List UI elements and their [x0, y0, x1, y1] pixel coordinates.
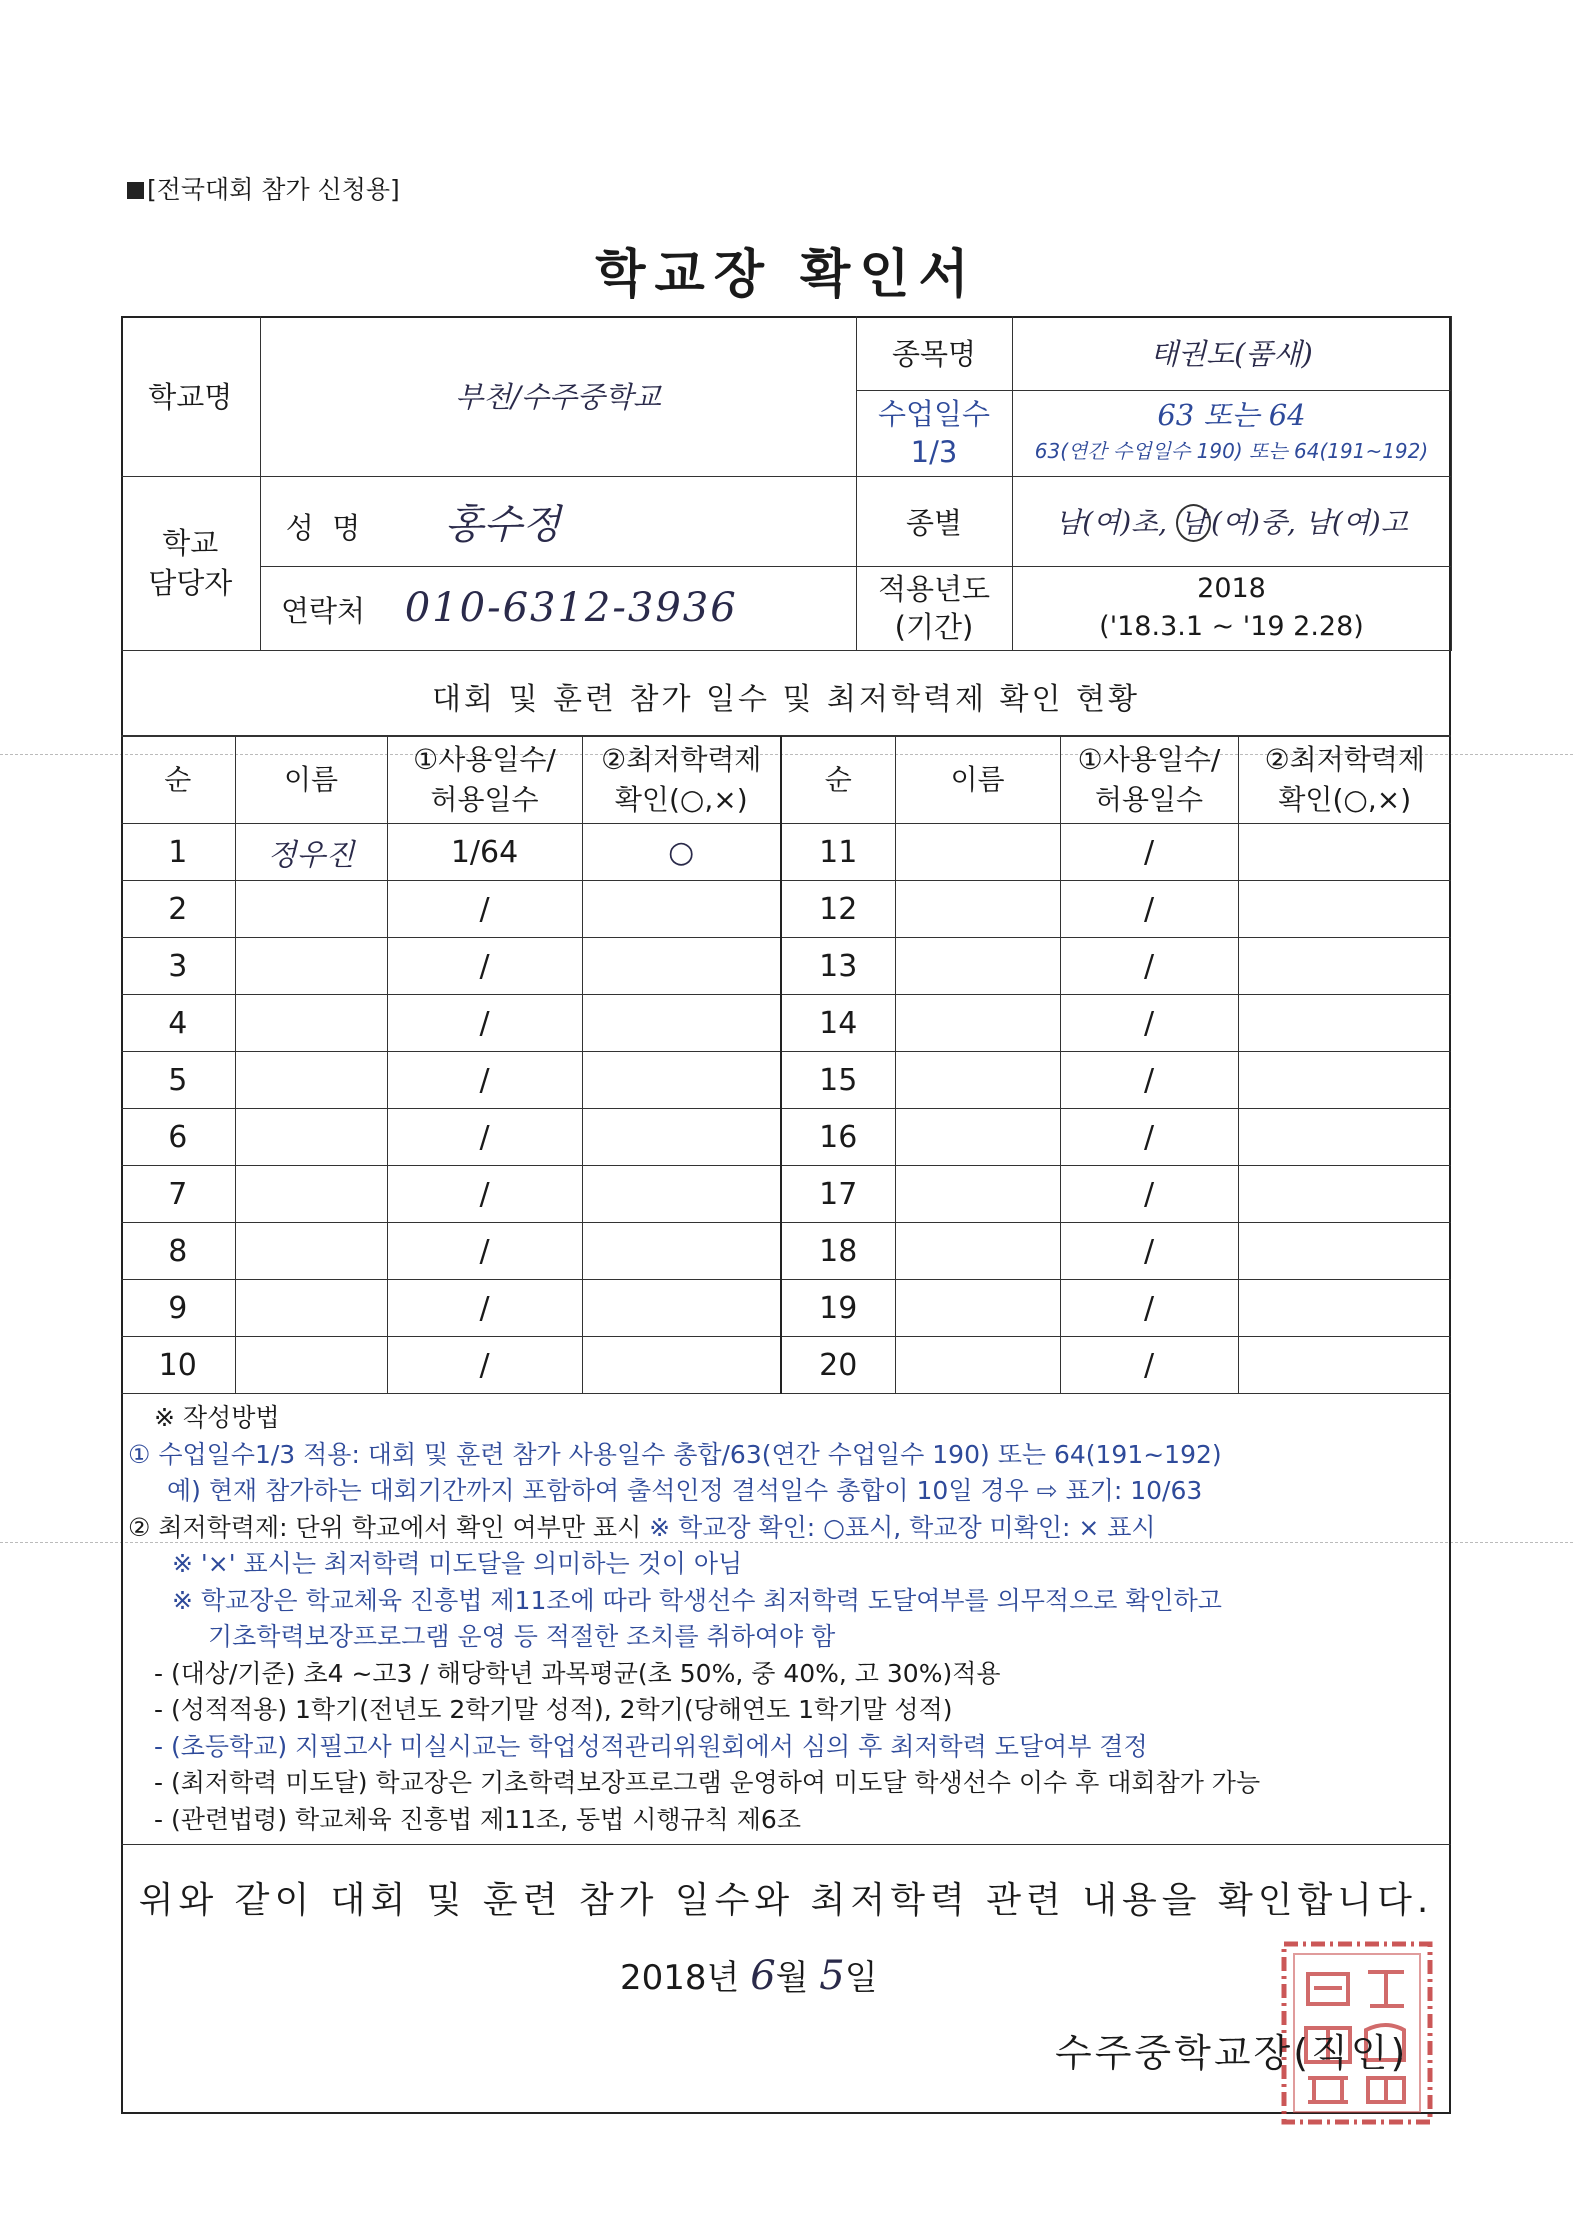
table-row: [121, 1109, 1451, 1166]
col-header-check: [582, 737, 781, 824]
sport-value: 태권도(품새): [1012, 316, 1451, 390]
school-label: 학교명: [121, 316, 260, 476]
table-row: [121, 1337, 1451, 1394]
class-days-value-main: 63 또는 64: [1157, 398, 1306, 432]
col-header-days-line2: 허용일수: [1094, 783, 1204, 816]
date-day: 5: [819, 1953, 845, 1999]
note-line: ※ 학교장은 학교체육 진흥법 제11조에 따라 학생선수 최저학력 도달여부를 의무적으로 확인하고: [172, 1585, 1222, 1615]
square-bullet-icon: [127, 182, 144, 199]
row-number: 15: [781, 1052, 895, 1109]
gender-value: [1012, 476, 1451, 566]
col-header-days: [387, 737, 582, 824]
row-number: 20: [781, 1337, 895, 1394]
row-days: /: [1060, 1109, 1238, 1166]
row-name: [235, 1337, 387, 1394]
date-day-unit: 일: [844, 1958, 878, 1998]
instructions: [128, 1400, 1448, 1838]
row-check: [582, 938, 781, 995]
note-line: 기초학력보장프로그램 운영 등 적절한 조치를 취하여야 함: [208, 1622, 836, 1651]
row-name: [235, 1109, 387, 1166]
year-value-line1: 2018: [1197, 573, 1266, 604]
table-row: [121, 1223, 1451, 1280]
row-days: /: [1060, 1280, 1238, 1337]
row-number: 3: [121, 938, 235, 995]
gender-rest: (여)중, 남(여)고: [1211, 505, 1408, 539]
row-days: /: [387, 1109, 582, 1166]
note-line: [128, 1510, 1448, 1547]
row-number: 17: [781, 1166, 895, 1223]
col-header-check-line2: 확인(○,×): [1278, 783, 1412, 816]
row-number: 8: [121, 1223, 235, 1280]
class-days-label-line1: 수업일수: [877, 397, 991, 431]
row-name: [235, 995, 387, 1052]
name-value: 홍수정: [444, 501, 561, 548]
col-header-name: 이름: [895, 737, 1060, 824]
manager-label-line1: 학교: [162, 526, 219, 560]
row-name: [235, 1280, 387, 1337]
year-value: [1012, 566, 1451, 650]
note-line: ① 수업일수1/3 적용: 대회 및 훈련 참가 사용일수 총합/63(연간 수업일수 190) 또는 64(191~192): [128, 1439, 1222, 1469]
note-line: - (대상/기준) 초4 ~고3 / 해당학년 과목평균(초 50%, 중 40%, 고 30%)적용: [154, 1658, 1001, 1688]
note-line: - (초등학교) 지필고사 미실시교는 학업성적관리위원회에서 심의 후 최저학력 도달여부 결정: [154, 1731, 1148, 1761]
table-header-row: [121, 737, 1451, 824]
note-line: ※ '×' 표시는 최저학력 미도달을 의미하는 것이 아님: [172, 1549, 743, 1578]
row-number: 12: [781, 881, 895, 938]
sport-label: 종목명: [856, 316, 1012, 390]
col-header-name: 이름: [235, 737, 387, 824]
row-days: /: [387, 1052, 582, 1109]
class-days-value-note: 63(연간 수업일수 190) 또는 64(191~192): [1034, 439, 1429, 463]
gender-elementary: 남(여)초,: [1055, 505, 1176, 539]
col-header-no: 순: [121, 737, 235, 824]
row-name: [895, 1166, 1060, 1223]
row-days: /: [1060, 881, 1238, 938]
row-name: [235, 1223, 387, 1280]
row-number: 2: [121, 881, 235, 938]
row-check: [582, 1280, 781, 1337]
document-tag-text: [전국대회 참가 신청용]: [147, 175, 400, 204]
note-line: - (최저학력 미도달) 학교장은 기초학력보장프로그램 운영하여 미도달 학생선수 이수 후 대회참가 가능: [154, 1768, 1261, 1797]
row-number: 5: [121, 1052, 235, 1109]
divider: [121, 1844, 1451, 1845]
note-line-text: ※ 학교장 확인: ○표시, 학교장 미확인: × 표시: [649, 1512, 1156, 1542]
row-check: [1238, 1223, 1451, 1280]
col-header-check-line1: ②최저학력제: [1264, 743, 1425, 776]
row-number: 14: [781, 995, 895, 1052]
school-value: 부천/수주중학교: [260, 316, 856, 476]
row-name: [895, 1052, 1060, 1109]
row-number: 1: [121, 824, 235, 881]
note-line: - (성적적용) 1학기(전년도 2학기말 성적), 2학기(당해연도 1학기말 성적): [154, 1695, 953, 1724]
date: [620, 1950, 878, 1999]
class-days-value: [1012, 390, 1451, 476]
row-days: /: [1060, 1166, 1238, 1223]
row-check: ○: [582, 824, 781, 881]
contact-label: 연락처: [280, 594, 366, 628]
row-name: [895, 938, 1060, 995]
table-row: [121, 1166, 1451, 1223]
row-check: [582, 1052, 781, 1109]
row-check: [582, 995, 781, 1052]
row-name: [235, 1166, 387, 1223]
row-days: /: [1060, 1223, 1238, 1280]
document-tag: [127, 170, 400, 206]
class-days-label: [856, 390, 1012, 476]
row-number: 11: [781, 824, 895, 881]
name-label: 성 명: [285, 510, 361, 545]
row-check: [1238, 1109, 1451, 1166]
row-check: [1238, 938, 1451, 995]
date-year: 2018년: [620, 1958, 751, 1998]
table-row: [121, 881, 1451, 938]
row-name: [895, 1223, 1060, 1280]
col-header-days: [1060, 737, 1238, 824]
note-line: - (관련법령) 학교체육 진흥법 제11조, 동법 시행규칙 제6조: [154, 1804, 801, 1834]
row-days: /: [1060, 995, 1238, 1052]
row-number: 10: [121, 1337, 235, 1394]
gender-label: 종별: [856, 476, 1012, 566]
row-check: [1238, 881, 1451, 938]
row-number: 4: [121, 995, 235, 1052]
row-days: /: [387, 1166, 582, 1223]
row-name: [895, 1109, 1060, 1166]
date-month: 6: [750, 1953, 776, 1999]
row-check: [1238, 1280, 1451, 1337]
row-days: /: [387, 1337, 582, 1394]
year-label-line2: (기간): [894, 610, 974, 644]
col-header-check-line1: ②최저학력제: [601, 743, 762, 776]
row-check: [1238, 1337, 1451, 1394]
class-days-label-line2: 1/3: [910, 435, 958, 469]
note-line-text: ② 최저학력제: 단위 학교에서 확인 여부만 표시: [128, 1512, 650, 1542]
table-row: [121, 1280, 1451, 1337]
row-check: [582, 1109, 781, 1166]
school-info-table: [121, 316, 1452, 651]
note-line: 예) 현재 참가하는 대회기간까지 포함하여 출석인정 결석일수 총합이 10일 경우 ⇨ 표기: 10/63: [167, 1476, 1203, 1505]
row-name: [895, 1280, 1060, 1337]
manager-label: [121, 476, 260, 650]
row-days: 1/64: [387, 824, 582, 881]
col-header-check-line2: 확인(○,×): [614, 783, 748, 816]
table-row: [121, 824, 1451, 881]
row-name: [895, 881, 1060, 938]
col-header-days-line1: ①사용일수/: [413, 743, 556, 776]
section-title: 대회 및 훈련 참가 일수 및 최저학력제 확인 현황: [121, 664, 1451, 736]
signer-name: 수주중학교장(직인): [1055, 2031, 1409, 2075]
row-days: /: [1060, 938, 1238, 995]
row-name: [895, 1337, 1060, 1394]
row-days: /: [387, 1223, 582, 1280]
row-days: /: [1060, 1052, 1238, 1109]
instructions-heading: ※ 작성방법: [154, 1403, 280, 1432]
row-check: [1238, 1052, 1451, 1109]
date-month-unit: 월: [775, 1958, 820, 1998]
col-header-days-line2: 허용일수: [430, 783, 539, 816]
row-check: [1238, 824, 1451, 881]
row-number: 13: [781, 938, 895, 995]
contact-cell: [260, 566, 856, 650]
col-header-check: [1238, 737, 1451, 824]
row-number: 18: [781, 1223, 895, 1280]
year-value-line2: ('18.3.1 ~ '19 2.28): [1099, 611, 1364, 642]
row-days: /: [387, 881, 582, 938]
row-check: [582, 1337, 781, 1394]
year-label: [856, 566, 1012, 650]
row-check: [1238, 995, 1451, 1052]
row-days: /: [387, 938, 582, 995]
row-check: [582, 881, 781, 938]
year-label-line1: 적용년도: [877, 572, 991, 606]
row-days: /: [1060, 1337, 1238, 1394]
table-row: [121, 938, 1451, 995]
row-number: 6: [121, 1109, 235, 1166]
participation-table: [121, 736, 1451, 1394]
row-name: [235, 1052, 387, 1109]
row-check: [1238, 1166, 1451, 1223]
gender-selected-circle: 남: [1176, 504, 1211, 542]
row-days: /: [387, 995, 582, 1052]
table-row: [121, 1052, 1451, 1109]
row-number: 9: [121, 1280, 235, 1337]
row-name: 정우진: [235, 824, 387, 881]
contact-value: 010-6312-3936: [404, 585, 738, 631]
row-days: /: [387, 1280, 582, 1337]
name-cell: [260, 476, 856, 566]
row-check: [582, 1166, 781, 1223]
row-days: /: [1060, 824, 1238, 881]
row-check: [582, 1223, 781, 1280]
table-row: [121, 995, 1451, 1052]
row-name: [895, 824, 1060, 881]
col-header-days-line1: ①사용일수/: [1077, 743, 1221, 776]
row-name: [235, 881, 387, 938]
page-title: 학교장 확인서: [595, 245, 978, 305]
manager-label-line2: 담당자: [148, 566, 233, 600]
confirmation-text: 위와 같이 대회 및 훈련 참가 일수와 최저학력 관련 내용을 확인합니다.: [138, 1880, 1434, 1921]
row-name: [895, 995, 1060, 1052]
col-header-no: 순: [781, 737, 895, 824]
row-number: 16: [781, 1109, 895, 1166]
row-number: 7: [121, 1166, 235, 1223]
row-number: 19: [781, 1280, 895, 1337]
row-name: [235, 938, 387, 995]
